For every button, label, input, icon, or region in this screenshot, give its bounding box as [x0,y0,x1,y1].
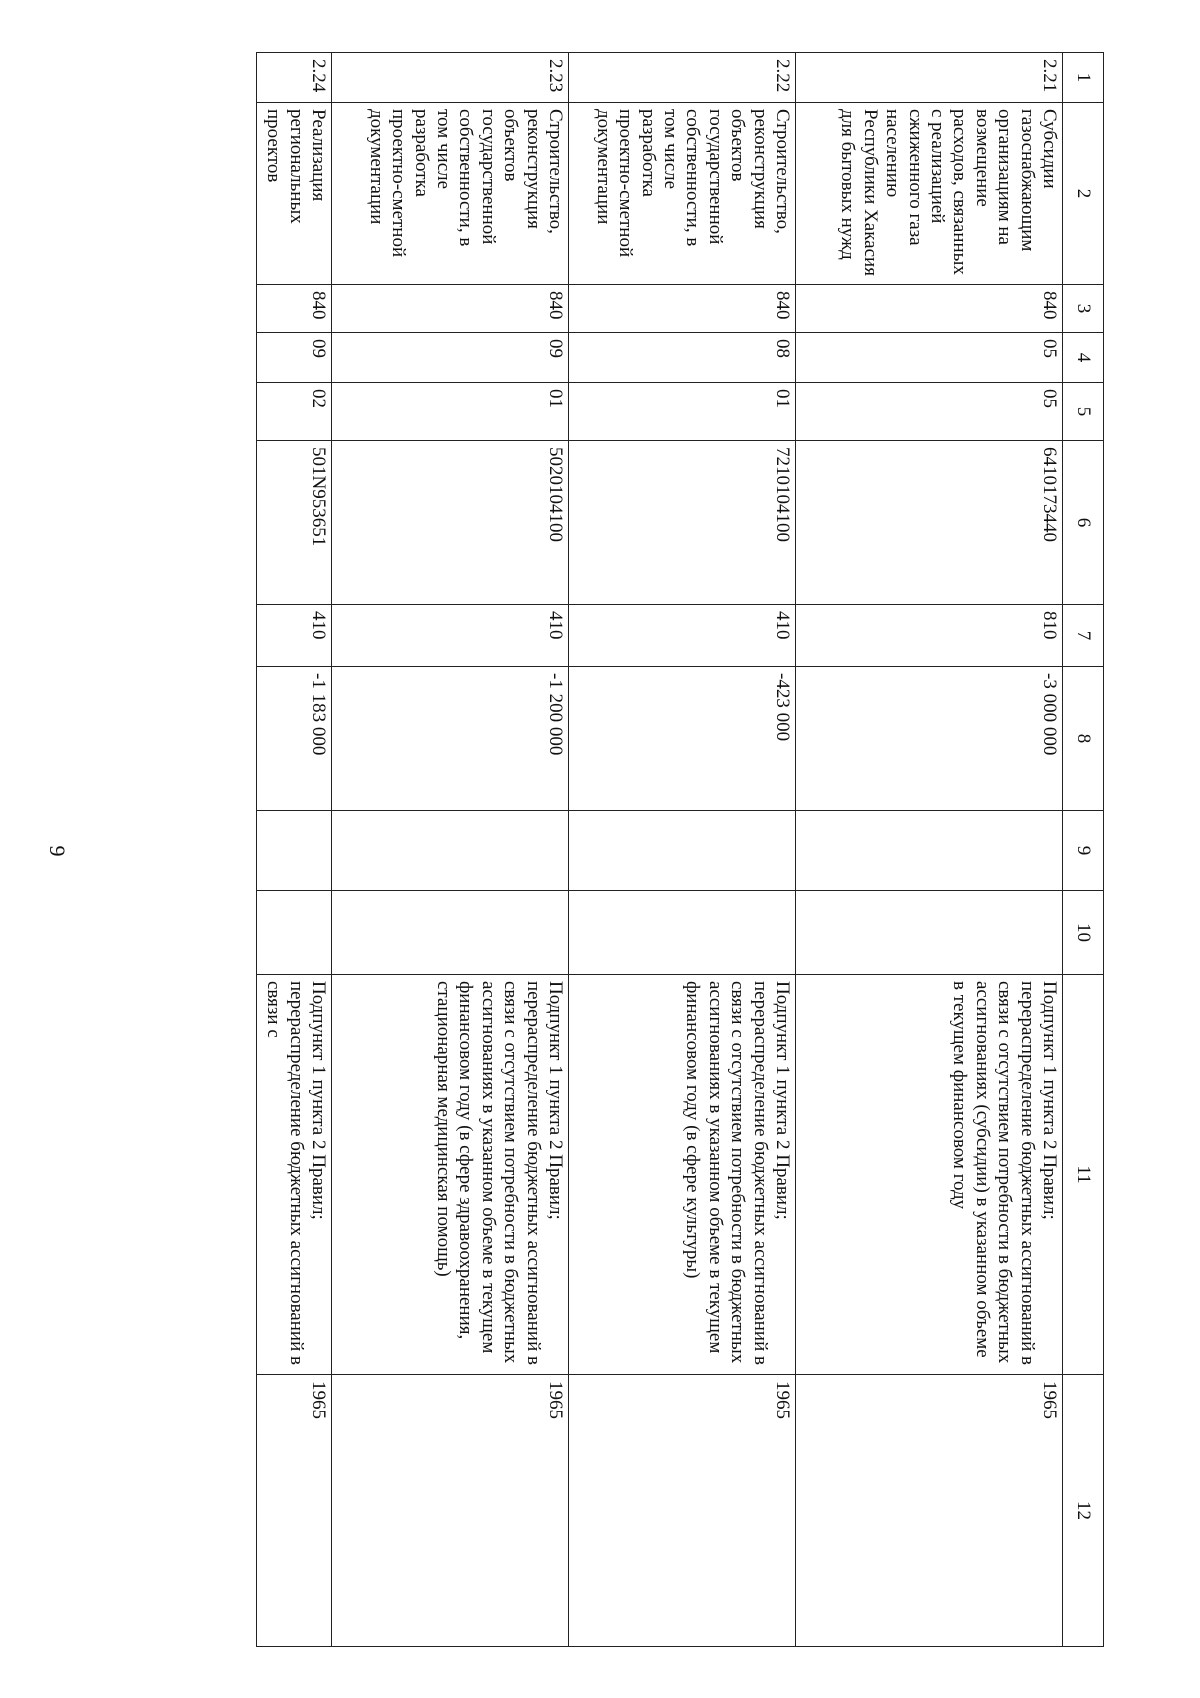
amount-cell: -423 000 [569,667,796,811]
code-cell: 5020104100 [332,441,569,605]
header-cell: 7 [1063,605,1104,667]
code-cell: 7210104100 [569,441,796,605]
empty-cell [332,891,569,975]
code-cell: 1965 [796,1375,1063,1647]
code-cell: 09 [332,333,569,383]
code-cell: 410 [257,605,332,667]
expense-name-cell: Субсидии газоснабжающим организациям на возмещение расходов, связанных с реализацией сжиженного газа населению Республики Хакасия для бытовых нужд [796,103,1063,285]
table-row [569,53,796,1647]
code-cell: 840 [796,285,1063,333]
empty-cell [569,811,796,891]
rotated-page-content [176,52,1104,1646]
code-cell: 1965 [332,1375,569,1647]
code-cell: 01 [332,383,569,441]
row-number-cell: 2.22 [569,53,796,103]
header-cell: 5 [1063,383,1104,441]
code-cell: 810 [796,605,1063,667]
code-cell: 01 [569,383,796,441]
code-cell: 6410173440 [796,441,1063,605]
empty-cell [796,891,1063,975]
budget-table [256,52,1104,1647]
expense-name-cell: Строительство, реконструкция объектов государственной собственности, в том числе разработка проектно-сметной документации [332,103,569,285]
reason-cell: Подпункт 1 пункта 2 Правил; перераспределение бюджетных ассигнований в связи с отсутствием потребности в бюджетных ассигнованиях в указанном объеме в текущем финансовом году (в сфере культуры) [569,975,796,1375]
header-cell: 10 [1063,891,1104,975]
table-row [257,53,332,1647]
amount-cell: -3 000 000 [796,667,1063,811]
header-cell: 12 [1063,1375,1104,1647]
code-cell: 1965 [569,1375,796,1647]
row-number-cell: 2.24 [257,53,332,103]
header-cell: 6 [1063,441,1104,605]
amount-cell: -1 200 000 [332,667,569,811]
header-cell: 1 [1063,53,1104,103]
code-cell: 05 [796,333,1063,383]
header-cell: 3 [1063,285,1104,333]
empty-cell [569,891,796,975]
empty-cell [332,811,569,891]
row-number-cell: 2.23 [332,53,569,103]
table-row [332,53,569,1647]
empty-cell [257,811,332,891]
header-cell: 11 [1063,975,1104,1375]
code-cell: 09 [257,333,332,383]
header-cell: 9 [1063,811,1104,891]
table-header-row [1063,53,1104,1647]
code-cell: 02 [257,383,332,441]
reason-cell: Подпункт 1 пункта 2 Правил; перераспределение бюджетных ассигнований в связи с [257,975,332,1375]
empty-cell [796,811,1063,891]
code-cell: 05 [796,383,1063,441]
page-number: 9 [45,845,70,857]
code-cell: 840 [332,285,569,333]
code-cell: 840 [569,285,796,333]
expense-name-cell: Реализация региональных проектов [257,103,332,285]
code-cell: 1965 [257,1375,332,1647]
table-row [796,53,1063,1647]
reason-cell: Подпункт 1 пункта 2 Правил; перераспределение бюджетных ассигнований в связи с отсутствием потребности в бюджетных ассигнованиях (субсидии) в указанном объеме в текущем финансовом году [796,975,1063,1375]
amount-cell: -1 183 000 [257,667,332,811]
header-cell: 2 [1063,103,1104,285]
code-cell: 840 [257,285,332,333]
row-number-cell: 2.21 [796,53,1063,103]
empty-cell [257,891,332,975]
header-cell: 4 [1063,333,1104,383]
code-cell: 410 [332,605,569,667]
code-cell: 410 [569,605,796,667]
code-cell: 501N953651 [257,441,332,605]
header-cell: 8 [1063,667,1104,811]
reason-cell: Подпункт 1 пункта 2 Правил; перераспределение бюджетных ассигнований в связи с отсутствием потребности в бюджетных ассигнованиях в указанном объеме в текущем финансовом году (в сфере здравоохранения, стационарная медицинская помощь) [332,975,569,1375]
expense-name-cell: Строительство, реконструкция объектов государственной собственности, в том числе разработка проектно-сметной документации [569,103,796,285]
code-cell: 08 [569,333,796,383]
